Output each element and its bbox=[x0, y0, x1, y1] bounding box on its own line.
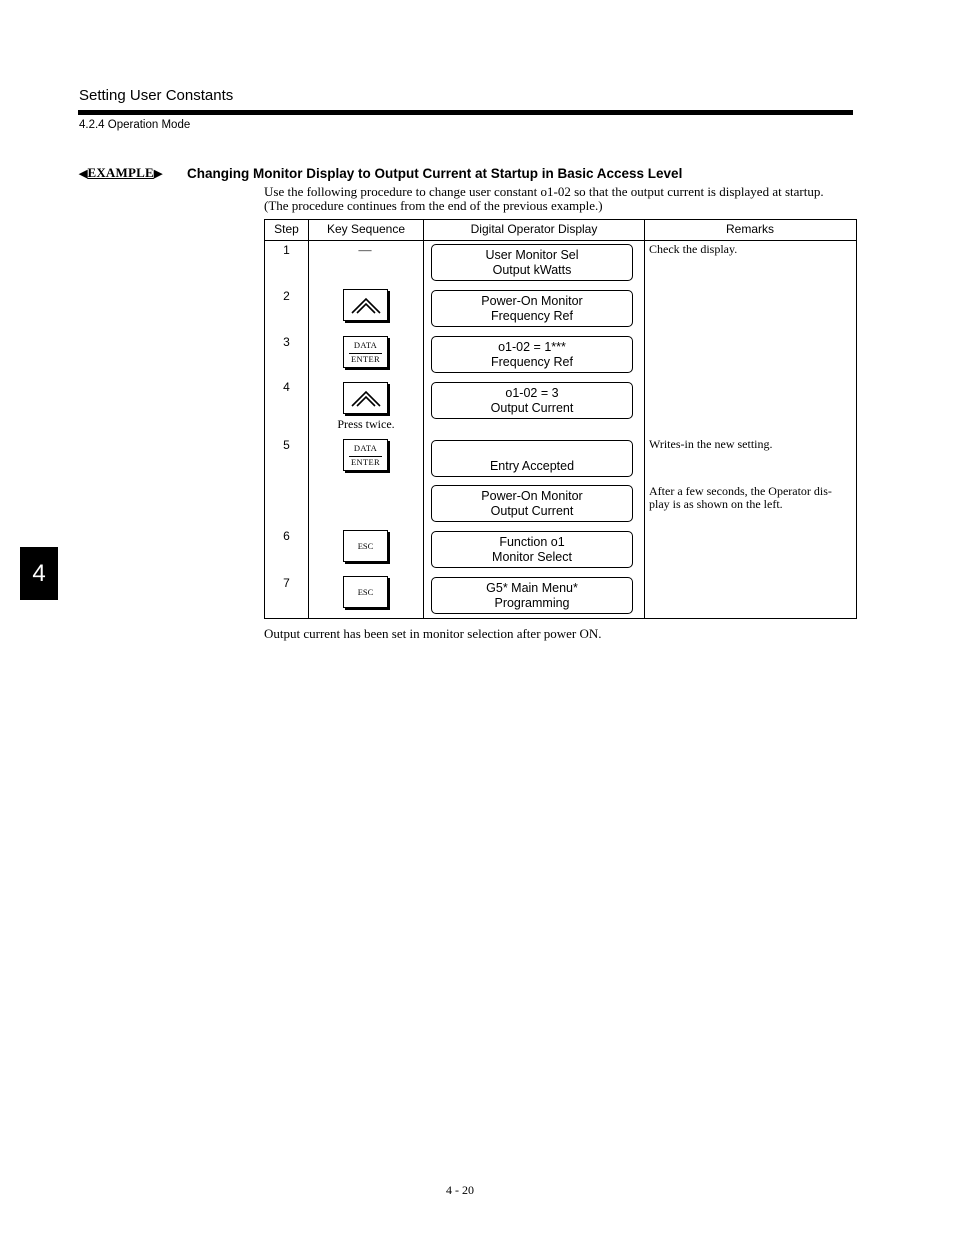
step-number: 2 bbox=[283, 289, 290, 303]
operator-display bbox=[431, 440, 633, 477]
column-divider bbox=[644, 220, 645, 618]
display-line-1 bbox=[432, 444, 632, 459]
operator-display bbox=[431, 244, 633, 281]
up-arrow-icon bbox=[348, 294, 384, 316]
section-label: 4.2.4 Operation Mode bbox=[79, 119, 191, 131]
data-enter-key[interactable] bbox=[343, 336, 388, 368]
operator-display bbox=[431, 485, 633, 522]
display-line-2: Output Current bbox=[490, 504, 574, 518]
remark-text: Writes-in the new setting. bbox=[649, 437, 773, 451]
display-line-1: o1-02 = 1*** bbox=[498, 340, 566, 354]
key-label-data: DATA bbox=[353, 443, 378, 453]
key-label-data: DATA bbox=[353, 340, 378, 350]
operator-display bbox=[431, 382, 633, 419]
remark-text: Check the display. bbox=[649, 242, 738, 256]
key-label-esc: ESC bbox=[357, 541, 374, 551]
header-remarks: Remarks bbox=[725, 222, 774, 236]
display-line-2: Monitor Select bbox=[492, 550, 572, 564]
column-divider bbox=[308, 220, 309, 618]
remark-text bbox=[649, 485, 849, 510]
esc-key[interactable] bbox=[343, 576, 388, 608]
display-line-2: Output Current bbox=[490, 401, 574, 415]
right-arrow-icon: ▶ bbox=[153, 167, 163, 180]
key-label-esc: ESC bbox=[357, 587, 374, 597]
header-step: Step bbox=[274, 222, 299, 236]
intro-line-1: Use the following procedure to change user constant o1-02 so that the output current is displayed at startup. bbox=[264, 184, 824, 199]
display-line-2: Output kWatts bbox=[492, 263, 572, 277]
left-arrow-icon: ◀ bbox=[79, 167, 88, 180]
no-key-dash: — bbox=[358, 242, 372, 257]
example-title: Changing Monitor Display to Output Current at Startup in Basic Access Level bbox=[187, 165, 683, 181]
procedure-table bbox=[264, 219, 857, 619]
display-line-1: Power-On Monitor bbox=[481, 489, 583, 503]
step-number: 7 bbox=[283, 576, 290, 590]
display-line-1: o1-02 = 3 bbox=[505, 386, 559, 400]
closing-text: Output current has been set in monitor selection after power ON. bbox=[264, 626, 602, 641]
key-label-enter: ENTER bbox=[351, 354, 380, 364]
display-line-1: Power-On Monitor bbox=[481, 294, 583, 308]
remark-line-1: After a few seconds, the Operator dis- bbox=[649, 484, 832, 498]
display-line-2: Frequency Ref bbox=[491, 355, 573, 369]
example-heading bbox=[79, 165, 682, 181]
operator-display bbox=[431, 531, 633, 568]
press-twice-note: Press twice. bbox=[337, 417, 395, 431]
step-number: 1 bbox=[283, 243, 290, 257]
intro-line-2: (The procedure continues from the end of the previous example.) bbox=[264, 198, 603, 213]
key-label-enter: ENTER bbox=[351, 457, 380, 467]
header-display: Digital Operator Display bbox=[470, 222, 598, 236]
up-arrow-key[interactable] bbox=[343, 382, 388, 414]
example-word: EXAMPLE bbox=[87, 165, 154, 180]
step-number: 6 bbox=[283, 529, 290, 543]
operator-display bbox=[431, 290, 633, 327]
operator-display bbox=[431, 336, 633, 373]
display-line-1: Function o1 bbox=[499, 535, 565, 549]
page-header-title: Setting User Constants bbox=[79, 87, 234, 104]
header-key-sequence: Key Sequence bbox=[326, 222, 406, 236]
display-line-2: Frequency Ref bbox=[491, 309, 573, 323]
display-line-1: G5* Main Menu* bbox=[486, 581, 578, 595]
header-rule bbox=[78, 110, 853, 115]
display-line-1: User Monitor Sel bbox=[485, 248, 579, 262]
example-tag bbox=[79, 165, 187, 181]
chapter-tab: 4 bbox=[20, 547, 58, 600]
remark-line-2: play is as shown on the left. bbox=[649, 496, 783, 511]
column-divider bbox=[423, 220, 424, 618]
display-line-2: Programming bbox=[494, 596, 570, 610]
header-row-rule bbox=[265, 240, 856, 241]
data-enter-key[interactable] bbox=[343, 439, 388, 471]
display-line-2: Entry Accepted bbox=[489, 459, 575, 473]
step-number: 3 bbox=[283, 335, 290, 349]
esc-key[interactable] bbox=[343, 530, 388, 562]
intro-paragraph bbox=[264, 185, 859, 213]
step-number: 4 bbox=[283, 380, 290, 394]
up-arrow-key[interactable] bbox=[343, 289, 388, 321]
step-number: 5 bbox=[283, 438, 290, 452]
page-number: 4 - 20 bbox=[446, 1183, 474, 1197]
operator-display bbox=[431, 577, 633, 614]
up-arrow-icon bbox=[348, 387, 384, 409]
